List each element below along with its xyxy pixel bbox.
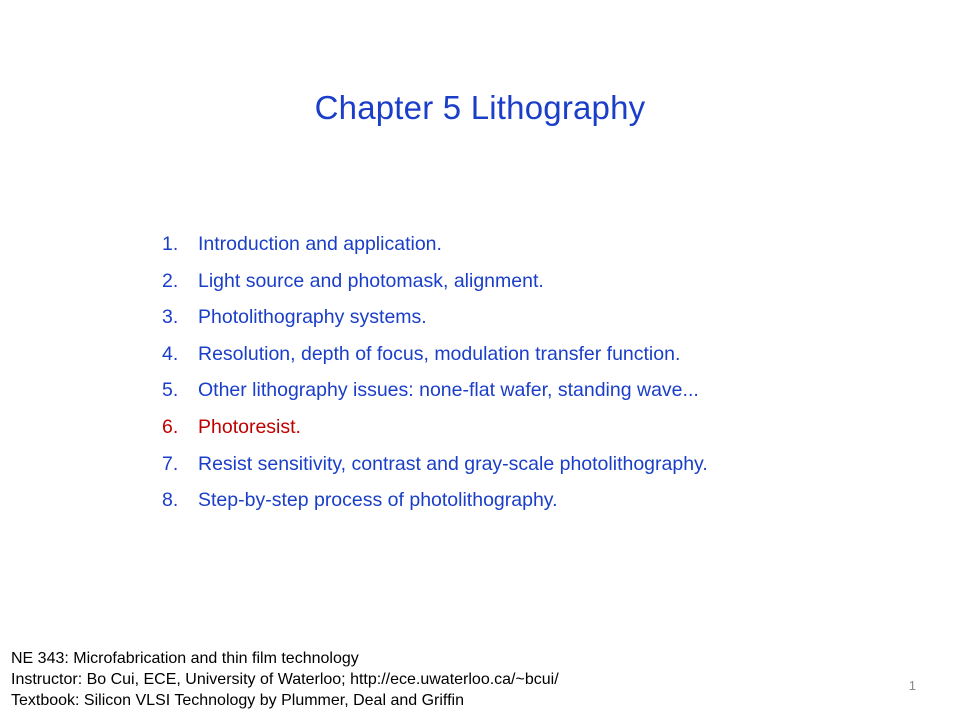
outline-item <box>162 299 882 336</box>
outline-item-number: 2. <box>162 269 179 292</box>
outline-item-text: Light source and photomask, alignment. <box>198 269 544 292</box>
outline-item-number: 1. <box>162 233 179 255</box>
outline-item-text: Resolution, depth of focus, modulation transfer function. <box>198 342 681 365</box>
outline-item-number: 3. <box>162 306 179 329</box>
footer-textbook-line: Textbook: Silicon VLSI Technology by Plummer, Deal and Griffin <box>11 692 464 709</box>
outline-item <box>162 226 882 263</box>
course-footer <box>11 648 559 711</box>
outline-item-current <box>162 409 882 446</box>
outline-item-number: 8. <box>162 489 179 512</box>
outline-item-number: 6. <box>162 415 179 438</box>
slide-title: Chapter 5 Lithography <box>314 89 646 126</box>
outline-item <box>162 263 882 300</box>
outline-item-number: 4. <box>162 342 179 365</box>
outline-item-text: Step-by-step process of photolithography. <box>198 489 558 512</box>
outline-item <box>162 482 882 519</box>
chapter-outline <box>162 226 882 519</box>
outline-item-text: Other lithography issues: none-flat wafer, standing wave... <box>198 379 699 402</box>
outline-item-number: 5. <box>162 379 179 402</box>
outline-item <box>162 446 882 483</box>
outline-item <box>162 372 882 409</box>
outline-item-text: Resist sensitivity, contrast and gray-scale photolithography. <box>198 452 708 475</box>
outline-item-number: 7. <box>162 452 179 475</box>
outline-item <box>162 336 882 373</box>
footer-course-line: NE 343: Microfabrication and thin film technology <box>11 650 359 667</box>
footer-instructor-line: Instructor: Bo Cui, ECE, University of Waterloo; http://ece.uwaterloo.ca/~bcui/ <box>11 671 559 688</box>
outline-item-text: Photoresist. <box>198 415 301 438</box>
outline-item-text: Photolithography systems. <box>198 306 427 329</box>
page-number: 1 <box>908 678 916 693</box>
outline-item-text: Introduction and application. <box>198 233 442 255</box>
